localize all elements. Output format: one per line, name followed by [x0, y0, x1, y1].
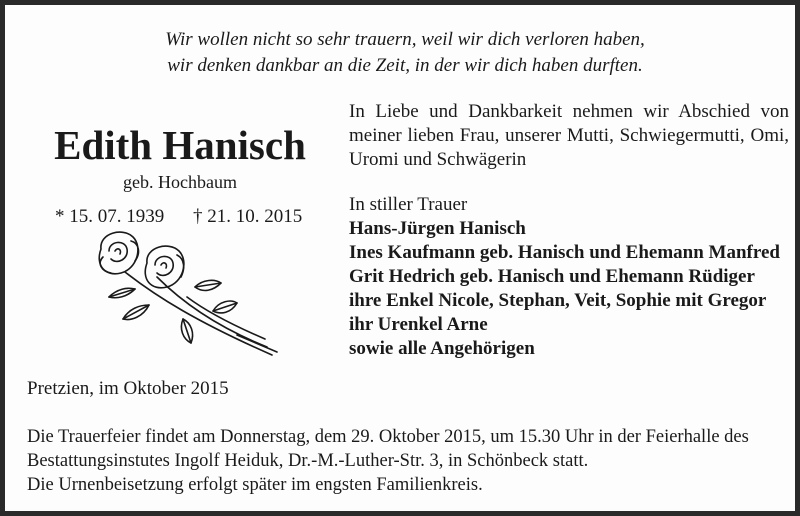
funeral-line-1: Die Trauerfeier findet am Donnerstag, dem 29. Oktober 2015, um 15.30 Uhr in der Feierhalle des — [27, 427, 749, 447]
funeral-line-3: Die Urnenbeisetzung erfolgt später im engsten Familienkreis. — [27, 475, 483, 495]
mourners-block — [349, 193, 789, 361]
death-date: † 21. 10. 2015 — [193, 206, 303, 227]
mourner-name: sowie alle Angehörigen — [349, 338, 535, 359]
quote-line-2: wir denken dankbar an die Zeit, in der wir dich haben durften. — [167, 55, 643, 76]
funeral-line-2: Bestattungsinstutes Ingolf Heiduk, Dr.-M.-Luther-Str. 3, in Schönbeck statt. — [27, 451, 589, 471]
funeral-info — [27, 425, 787, 497]
mourner-name: Hans-Jürgen Hanisch — [349, 218, 526, 239]
mourner-name: ihr Urenkel Arne — [349, 314, 488, 335]
mourner-name: Ines Kaufmann geb. Hanisch und Ehemann Manfred — [349, 242, 780, 263]
rose-drawing-icon — [87, 227, 287, 362]
deceased-name: Edith Hanisch — [54, 122, 306, 168]
deceased-birth-name: geb. Hochbaum — [123, 172, 237, 192]
mourners-heading: In stiller Trauer — [349, 194, 468, 215]
farewell-text: In Liebe und Dankbarkeit nehmen wir Abschied von meiner lieben Frau, unserer Mutti, Schwiegermutti, Omi, Uromi und Schwägerin — [349, 101, 789, 170]
quote-line-1: Wir wollen nicht so sehr trauern, weil wir dich verloren haben, — [165, 29, 645, 50]
birth-date: * 15. 07. 1939 — [55, 206, 165, 227]
memorial-quote — [5, 27, 800, 79]
mourner-name: Grit Hedrich geb. Hanisch und Ehemann Rüdiger — [349, 266, 755, 287]
mourner-name: ihre Enkel Nicole, Stephan, Veit, Sophie mit Gregor — [349, 290, 767, 311]
place-date: Pretzien, im Oktober 2015 — [27, 378, 229, 399]
